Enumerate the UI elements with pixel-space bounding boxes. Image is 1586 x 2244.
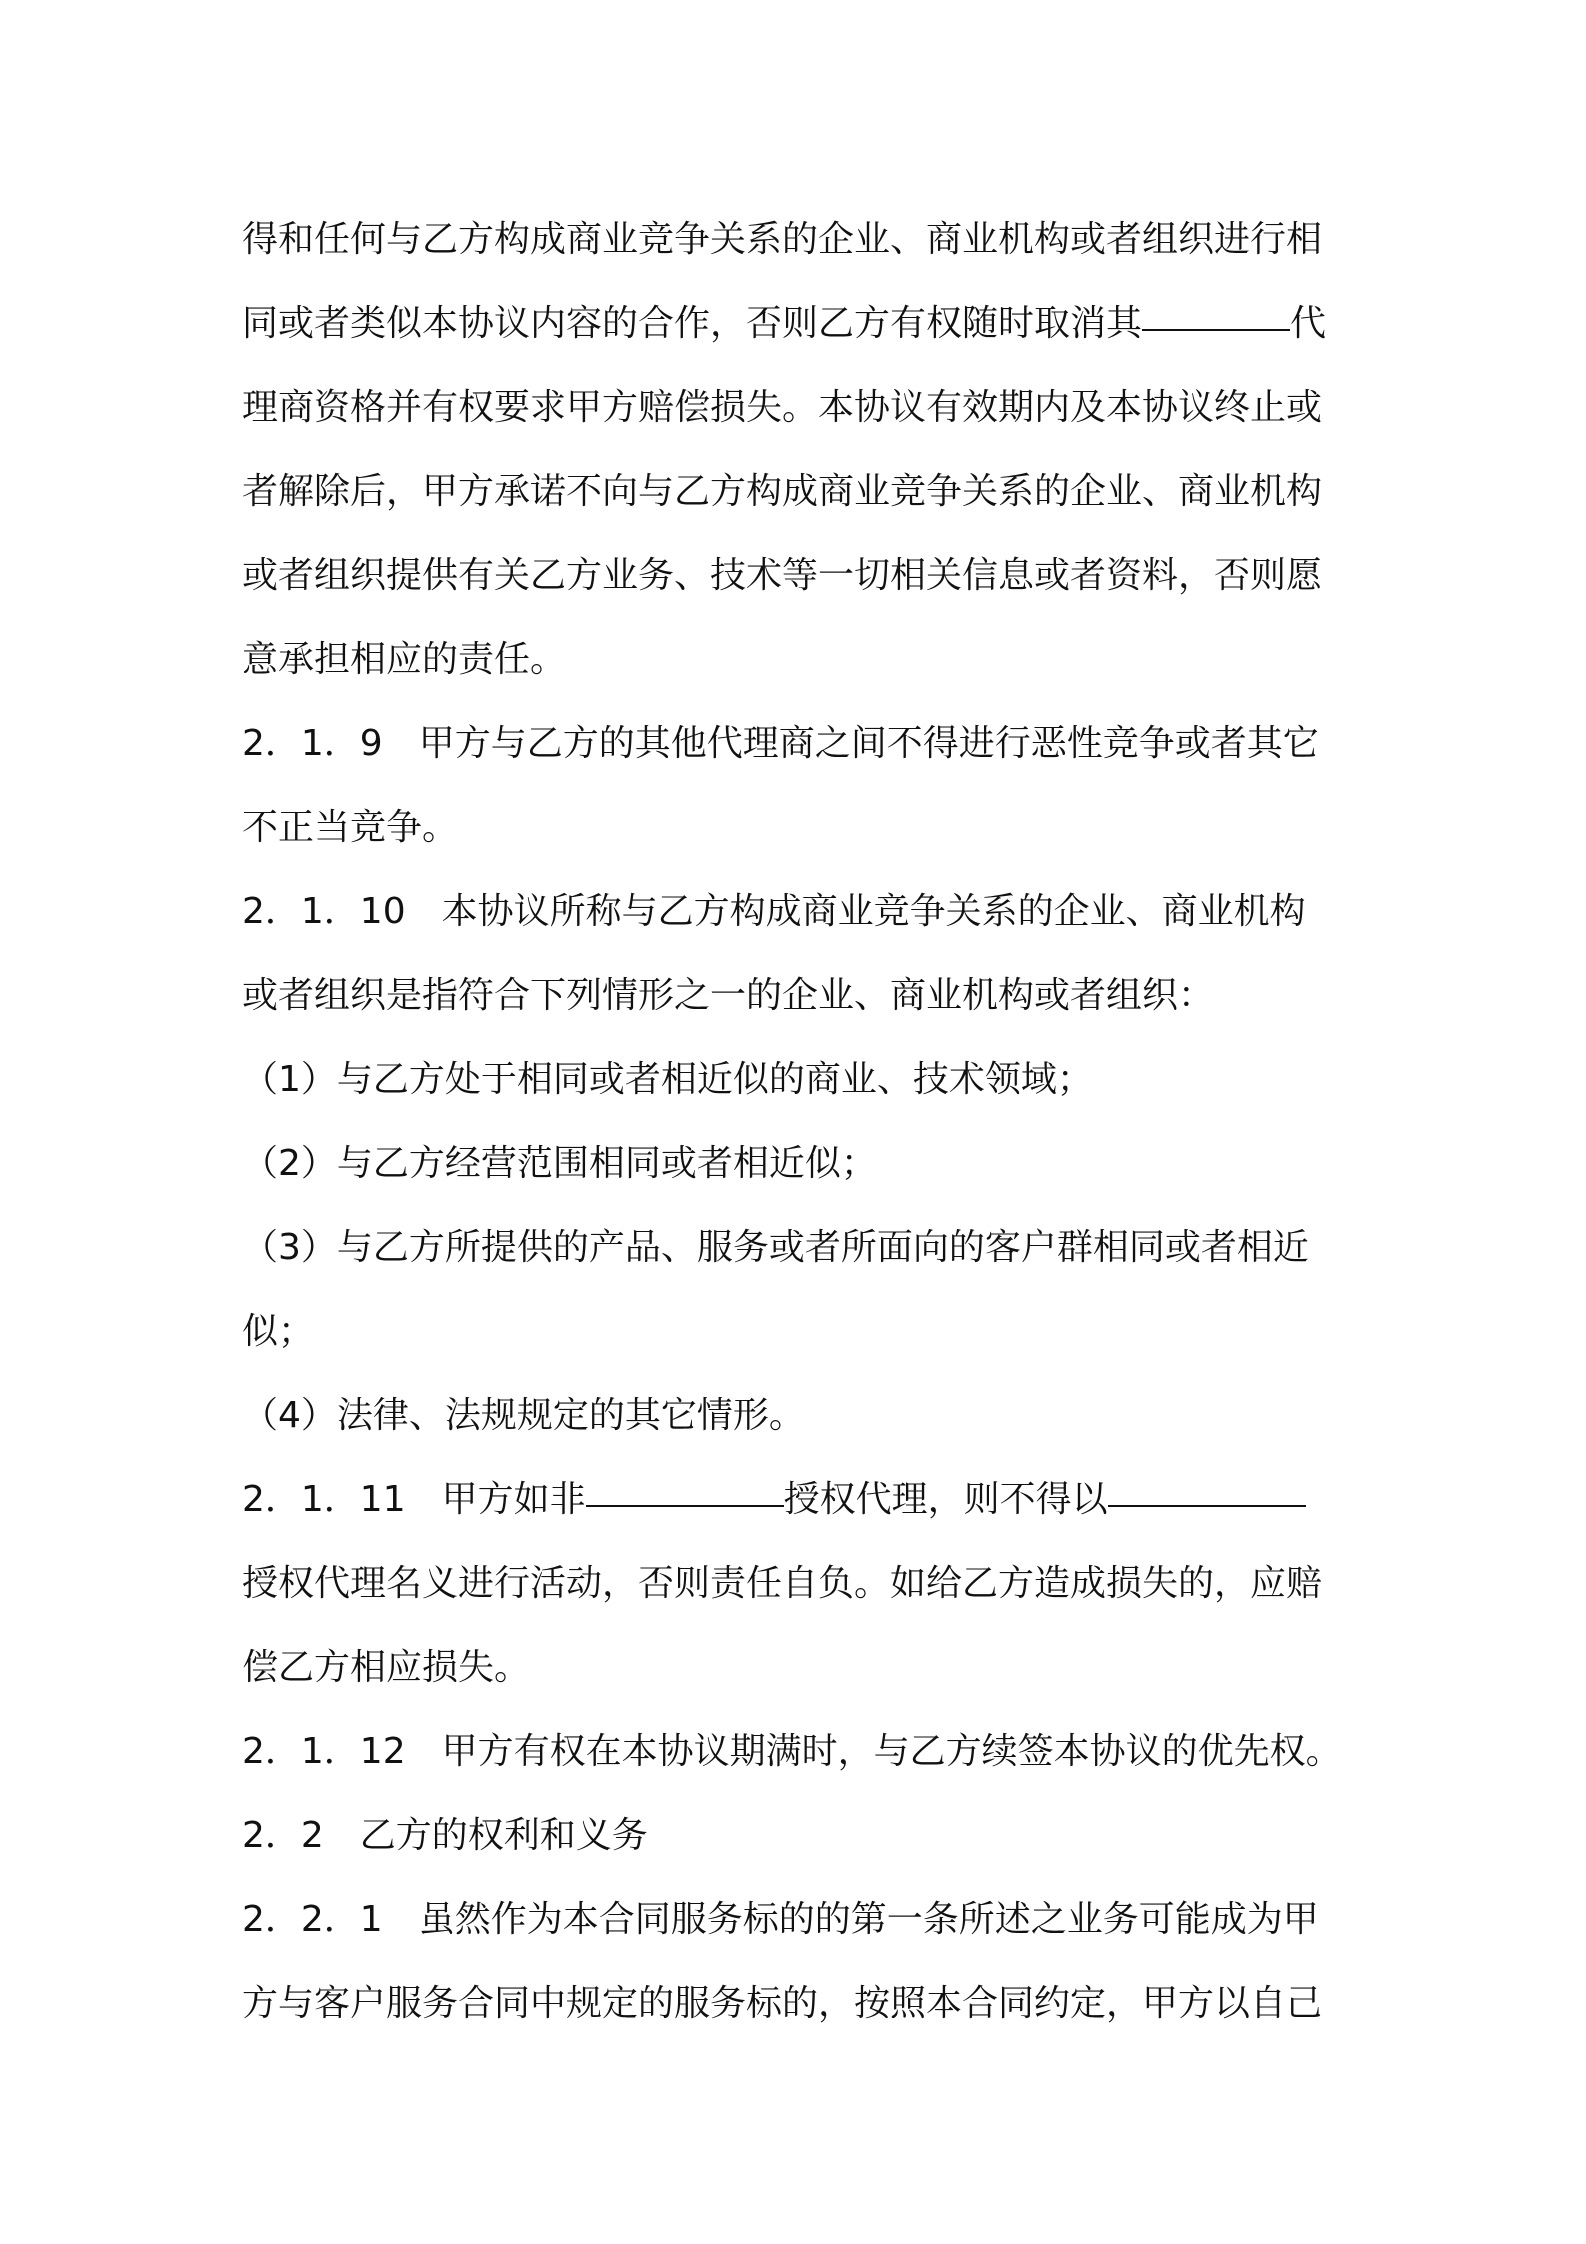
- list-item: （3）与乙方所提供的产品、服务或者所面向的客户群相同或者相近: [242, 1227, 1309, 1268]
- list-item: （1）与乙方处于相同或者相近似的商业、技术领域；: [242, 1059, 1093, 1100]
- section-heading-2-2: 2．2 乙方的权利和义务: [242, 1815, 648, 1856]
- text-segment: 2．1．11 甲方如非: [242, 1479, 586, 1520]
- text-segment: 授权代理，则不得以: [783, 1479, 1108, 1520]
- clause-2-1-11: [242, 1458, 1362, 1542]
- text-line: 不正当竞争。: [242, 807, 459, 848]
- text-line: 者解除后，甲方承诺不向与乙方构成商业竞争关系的企业、商业机构: [242, 471, 1323, 512]
- text-segment: 代: [1290, 303, 1327, 344]
- contract-text: [242, 198, 1362, 2046]
- list-item: （4）法律、法规规定的其它情形。: [242, 1395, 805, 1436]
- text-line: 似；: [242, 1311, 315, 1352]
- clause-2-1-9: 2．1．9 甲方与乙方的其他代理商之间不得进行恶性竞争或者其它: [242, 723, 1319, 764]
- text-line: 意承担相应的责任。: [242, 639, 567, 680]
- clause-2-1-10: 2．1．10 本协议所称与乙方构成商业竞争关系的企业、商业机构: [242, 891, 1306, 932]
- fill-in-blank: [1142, 328, 1290, 331]
- clause-2-2-1: 2．2．1 虽然作为本合同服务标的的第一条所述之业务可能成为甲: [242, 1899, 1319, 1940]
- text-line: 或者组织提供有关乙方业务、技术等一切相关信息或者资料，否则愿: [242, 555, 1323, 596]
- text-line: [242, 282, 1362, 366]
- clause-2-1-12: 2．1．12 甲方有权在本协议期满时，与乙方续签本协议的优先权。: [242, 1731, 1342, 1772]
- list-item: （2）与乙方经营范围相同或者相近似；: [242, 1143, 877, 1184]
- text-line: 理商资格并有权要求甲方赔偿损失。本协议有效期内及本协议终止或: [242, 387, 1323, 428]
- text-segment: 同或者类似本协议内容的合作，否则乙方有权随时取消其: [242, 303, 1143, 344]
- fill-in-blank: [1108, 1504, 1306, 1507]
- text-line: 或者组织是指符合下列情形之一的企业、商业机构或者组织：: [242, 975, 1215, 1016]
- text-line: 得和任何与乙方构成商业竞争关系的企业、商业机构或者组织进行相: [242, 219, 1323, 260]
- fill-in-blank: [586, 1504, 784, 1507]
- text-line: 方与客户服务合同中规定的服务标的，按照本合同约定，甲方以自己: [242, 1983, 1323, 2024]
- text-line: 偿乙方相应损失。: [242, 1647, 531, 1688]
- text-line: 授权代理名义进行活动，否则责任自负。如给乙方造成损失的，应赔: [242, 1563, 1323, 1604]
